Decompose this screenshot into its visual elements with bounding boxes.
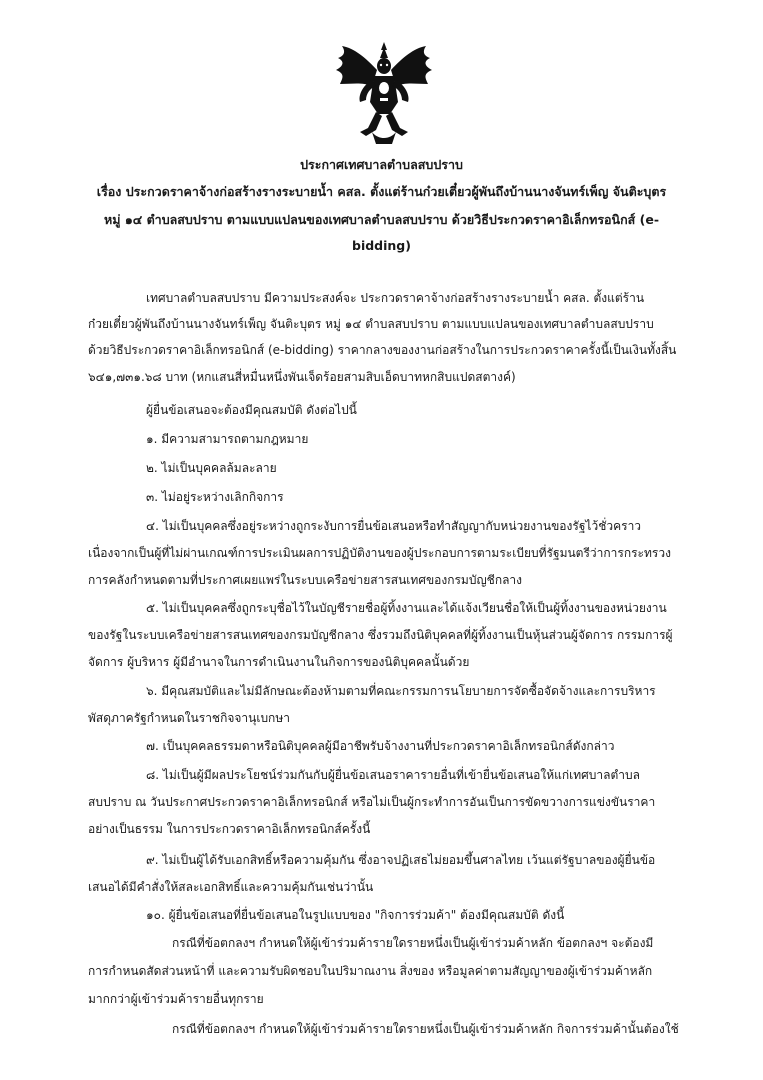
body-line: ก๋วยเตี๋ยวผู้พันถึงบ้านนางจันทร์เพ็ญ จันติะบุตร หมู่ ๑๔ ตำบลสบปราบ ตามแบบแปลนของเทศบาลตำบลสบปราบ: [88, 317, 654, 331]
org-title: ประกาศเทศบาลตำบลสบปราบ: [300, 157, 463, 172]
subject-line-1: เรื่อง ประกวดราคาจ้างก่อสร้างรางระบายน้ำ คสล. ตั้งแต่ร้านก๋วยเตี๋ยวผู้พันถึงบ้านนางจันทร์เพ็ญ จันติะบุตร: [96, 184, 667, 199]
body-line: สบปราบ ณ วันประกาศประกวดราคาอิเล็กทรอนิกส์ หรือไม่เป็นผู้กระทำการอันเป็นการขัดขวางการแข่งขันราคา: [88, 795, 656, 809]
body-line: อย่างเป็นธรรม ในการประกวดราคาอิเล็กทรอนิกส์ครั้งนี้: [88, 822, 371, 836]
body-line: เทศบาลตำบลสบปราบ มีความประสงค์จะ ประกวดราคาจ้างก่อสร้างรางระบายน้ำ คสล. ตั้งแต่ร้าน: [146, 291, 645, 305]
body-line: เนื่องจากเป็นผู้ที่ไม่ผ่านเกณฑ์การประเมินผลการปฏิบัติงานของผู้ประกอบการตามระเบียบที่รัฐมนตรีว่าการกระทรวง: [88, 546, 671, 560]
body-line: ๙. ไม่เป็นผู้ได้รับเอกสิทธิ์หรือความคุ้มกัน ซึ่งอาจปฏิเสธไม่ยอมขึ้นศาลไทย เว้นแต่รัฐบาลของผู้ยื่นข้อ: [146, 853, 656, 867]
body-line: มากกว่าผู้เข้าร่วมค้ารายอื่นทุกราย: [88, 992, 264, 1006]
body-line: ๑๐. ผู้ยื่นข้อเสนอที่ยื่นข้อเสนอในรูปแบบของ "กิจการร่วมค้า" ต้องมีคุณสมบัติ ดังนี้: [146, 908, 565, 922]
body-line: กรณีที่ข้อตกลงฯ กำหนดให้ผู้เข้าร่วมค้ารายใดรายหนึ่งเป็นผู้เข้าร่วมค้าหลัก กิจการร่วมค้านั้นต้องใช้: [172, 1022, 679, 1036]
body-line: ๕. ไม่เป็นบุคคลซึ่งถูกระบุชื่อไว้ในบัญชีรายชื่อผู้ทิ้งงานและได้แจ้งเวียนชื่อให้เป็นผู้ทิ้งงานของหน่วยงาน: [146, 601, 667, 615]
subject-line-3: bidding): [352, 238, 411, 253]
body-line: กรณีที่ข้อตกลงฯ กำหนดให้ผู้เข้าร่วมค้ารายใดรายหนึ่งเป็นผู้เข้าร่วมค้าหลัก ข้อตกลงฯ จะต้องมี: [172, 936, 654, 950]
body-line: ๘. ไม่เป็นผู้มีผลประโยชน์ร่วมกันกับผู้ยื่นข้อเสนอราคารายอื่นที่เข้ายื่นข้อเสนอให้แก่เทศบาลตำบล: [146, 768, 640, 782]
body-line: ๔. ไม่เป็นบุคคลซึ่งอยู่ระหว่างถูกระงับการยื่นข้อเสนอหรือทำสัญญากับหน่วยงานของรัฐไว้ชั่วคราว: [146, 519, 642, 533]
body-line: ๒. ไม่เป็นบุคคลล้มละลาย: [146, 461, 277, 475]
body-line: ๑. มีความสามารถตามกฎหมาย: [146, 432, 309, 446]
body-line: ๖. มีคุณสมบัติและไม่มีลักษณะต้องห้ามตามที่คณะกรรมการนโยบายการจัดซื้อจัดจ้างและการบริหาร: [146, 684, 656, 698]
body-line: เสนอได้มีคำสั่งให้สละเอกสิทธิ์และความคุ้มกันเช่นว่านั้น: [88, 880, 374, 894]
body-line: ของรัฐในระบบเครือข่ายสารสนเทศของกรมบัญชีกลาง ซึ่งรวมถึงนิติบุคคลที่ผู้ทิ้งงานเป็นหุ้นส่วนผู้จัดการ กรรมการผู้: [88, 628, 673, 642]
body-line: จัดการ ผู้บริหาร ผู้มีอำนาจในการดำเนินงานในกิจการของนิติบุคคลนั้นด้วย: [88, 655, 470, 669]
body-line: ๓. ไม่อยู่ระหว่างเลิกกิจการ: [146, 490, 284, 504]
body-line: พัสดุภาครัฐกำหนดในราชกิจจานุเบกษา: [88, 711, 290, 725]
body-line: ด้วยวิธีประกวดราคาอิเล็กทรอนิกส์ (e-bidding) ราคากลางของงานก่อสร้างในการประกวดราคาครั้งนี้เป็นเงินทั้งสิ้น: [88, 343, 677, 357]
body-line: ๗. เป็นบุคคลธรรมดาหรือนิติบุคคลผู้มีอาชีพรับจ้างงานที่ประกวดราคาอิเล็กทรอนิกส์ดังกล่าว: [146, 739, 615, 753]
body-line: การคลังกำหนดตามที่ประกาศเผยแพร่ในระบบเครือข่ายสารสนเทศของกรมบัญชีกลาง: [88, 573, 523, 587]
body-line: ๖๔๑,๗๓๑.๖๘ บาท (หกแสนสี่หมื่นหนึ่งพันเจ็ดร้อยสามสิบเอ็ดบาทหกสิบแปดสตางค์): [88, 370, 516, 384]
body-line: การกำหนดสัดส่วนหน้าที่ และความรับผิดชอบในปริมาณงาน สิ่งของ หรือมูลค่าตามสัญญาของผู้เข้าร่วมค้าหลัก: [88, 964, 653, 978]
garuda-emblem-icon: [332, 40, 436, 146]
body-line: ผู้ยื่นข้อเสนอจะต้องมีคุณสมบัติ ดังต่อไปนี้: [146, 403, 357, 417]
subject-line-2: หมู่ ๑๔ ตำบลสบปราบ ตามแบบแปลนของเทศบาลตำบลสบปราบ ด้วยวิธีประกวดราคาอิเล็กทรอนิกส์ (e-: [103, 212, 660, 227]
